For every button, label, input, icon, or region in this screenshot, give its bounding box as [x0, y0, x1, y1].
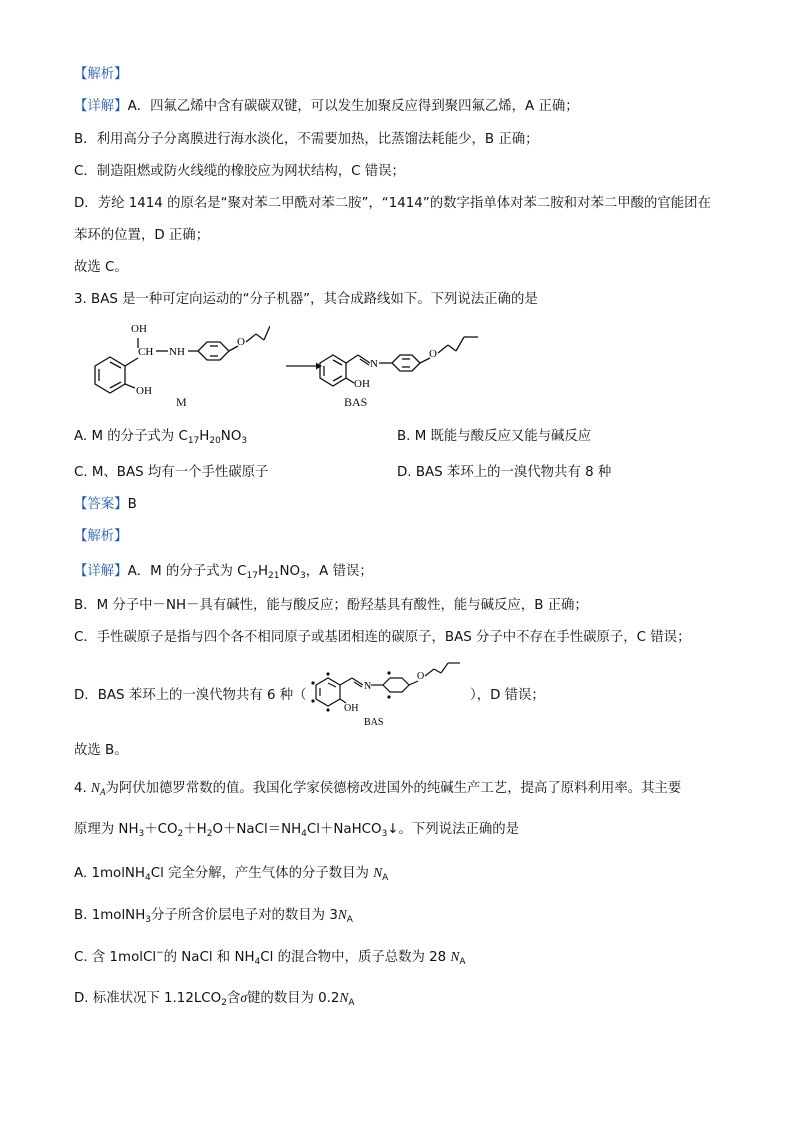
option-a-text: A. M 的分子式为 C	[74, 429, 188, 444]
option-text: Cl 的混合物中，质子总数为 28	[260, 950, 447, 965]
subscript: A	[382, 873, 389, 883]
detail-line	[74, 687, 307, 705]
option-b: B. M 既能与酸反应又能与碱反应	[397, 429, 592, 444]
answer-value: B	[127, 497, 137, 512]
option-c: C. M、BAS 均有一个手性碳原子	[74, 465, 269, 480]
m-ch: CH	[138, 346, 154, 358]
subscript: A	[99, 787, 106, 797]
option-text: 键的数目为 0.2	[246, 991, 340, 1006]
molecule-m-structure	[80, 318, 270, 408]
subscript: 20	[209, 436, 221, 446]
subscript: 3	[138, 829, 145, 839]
m-oh: OH	[136, 385, 152, 397]
detail-text: A．M 的分子式为 C	[127, 564, 247, 579]
option-b	[74, 906, 353, 925]
option-d: D. BAS 苯环上的一溴代物共有 8 种	[397, 465, 612, 480]
m-nh: NH	[169, 346, 185, 358]
subscript: A	[346, 915, 353, 925]
subscript: A	[348, 998, 355, 1008]
avogadro-symbol: N	[450, 949, 460, 964]
m-oh-top: OH	[131, 323, 147, 335]
subscript: 4	[301, 829, 307, 839]
option-text: 含	[226, 991, 241, 1006]
subscript: 17	[246, 571, 258, 581]
bas-o: O	[429, 348, 437, 360]
subscript: 4	[254, 957, 261, 967]
subscript: 2	[206, 829, 213, 839]
detail-line: D．芳纶 1414 的原名是“聚对苯二甲酰对苯二胺”，“1414”的数字指单体对苯二胺和对苯二甲酸的官能团在	[74, 196, 711, 211]
question-stem	[74, 821, 519, 839]
option-a-text: H	[199, 429, 210, 444]
question-text: ＋H	[183, 822, 207, 837]
option-text: 分子所含价层电子对的数目为 3	[151, 908, 338, 923]
bas-oh: OH	[344, 703, 359, 714]
sigma-symbol: σ	[240, 990, 247, 1005]
section-heading-analysis: 【解析】	[74, 529, 128, 544]
bas-o: O	[417, 671, 425, 682]
bas-n: N	[364, 681, 372, 692]
bas-n: N	[370, 358, 378, 370]
option-a-text: NO	[220, 429, 242, 444]
detail-text: A．四氟乙烯中含有碳碳双键，可以发生加聚反应得到聚四氟乙烯，A 正确；	[127, 99, 579, 114]
subscript: 3	[300, 571, 306, 581]
m-o: O	[237, 336, 245, 348]
option-d	[74, 989, 355, 1008]
subscript: 3	[241, 436, 248, 446]
answer-tag: 【答案】	[74, 497, 128, 512]
detail-text: ，A 错误；	[305, 564, 373, 579]
bas-oh: OH	[354, 378, 370, 390]
subscript: 3	[381, 829, 388, 839]
option-text: Cl 完全分解，产生气体的分子数目为	[150, 866, 369, 881]
question-text: ＋CO	[144, 822, 178, 837]
bas-bromination-sites-structure	[308, 661, 466, 729]
molecule-bas-structure	[312, 325, 492, 395]
detail-line	[74, 98, 579, 116]
option-c	[74, 948, 466, 967]
molecule-bas-label: BAS	[344, 395, 368, 409]
subscript: 2	[221, 998, 227, 1008]
question-text: O＋NaCl＝NH	[212, 822, 302, 837]
detail-line: B．利用高分子分离膜进行海水淡化，不需要加热，比蒸馏法耗能少，B 正确；	[74, 132, 539, 147]
answer-line	[74, 496, 137, 514]
subscript: 4	[145, 873, 151, 883]
avogadro-symbol: N	[91, 780, 100, 795]
bas-label: BAS	[364, 717, 384, 728]
option-text: A. 1molNH	[74, 866, 146, 881]
question-text: Cl＋NaHCO	[306, 822, 382, 837]
question-text: 原理为 NH	[74, 822, 139, 837]
detail-text: D．BAS 苯环上的一溴代物共有 6 种（	[74, 688, 307, 703]
detail-line: C．制造阻燃或防火线缆的橡胶应为网状结构，C 错误；	[74, 164, 405, 179]
option-a	[74, 864, 388, 883]
detail-text: H	[257, 564, 269, 579]
detail-line: 苯环的位置，D 正确；	[74, 228, 210, 243]
section-heading-analysis: 【解析】	[74, 67, 128, 82]
option-text: 的 NaCl 和 NH	[163, 950, 255, 965]
option-text: B. 1molNH	[74, 908, 146, 923]
detail-text: ），D 错误；	[470, 688, 545, 703]
question-number: 4.	[74, 781, 87, 796]
option-a	[74, 428, 247, 446]
subscript: 17	[187, 436, 200, 446]
detail-line: C．手性碳原子是指与四个各不相同原子或基团相连的碳原子，BAS 分子中不存在手性碳原子，C 错误；	[74, 630, 691, 645]
answer-conclusion: 故选 B。	[74, 743, 128, 758]
subscript: 21	[268, 571, 280, 581]
avogadro-symbol: N	[337, 907, 347, 922]
answer-conclusion: 故选 C。	[74, 260, 128, 275]
avogadro-symbol: N	[373, 865, 383, 880]
option-text: D. 标准状况下 1.12LCO	[74, 991, 222, 1006]
question-stem: 3. BAS 是一种可定向运动的“分子机器”，其合成路线如下。下列说法正确的是	[74, 292, 538, 307]
detail-line	[74, 563, 373, 581]
question-text: 为阿伏加德罗常数的值。我国化学家侯德榜改进国外的纯碱生产工艺，提高了原料利用率。其主要	[105, 781, 682, 796]
subscript: 2	[177, 829, 184, 839]
question-text: ↓。下列说法正确的是	[387, 822, 520, 837]
question-stem	[74, 779, 681, 798]
detail-text: NO	[279, 564, 301, 579]
subscript: 3	[145, 915, 151, 925]
superscript: −	[156, 948, 164, 958]
detail-tag: 【详解】	[74, 99, 128, 114]
subscript: A	[459, 957, 466, 967]
molecule-m-label: M	[176, 395, 187, 409]
detail-tag: 【详解】	[74, 564, 128, 579]
detail-line: B．M 分子中－NH－具有碱性，能与酸反应；酚羟基具有酸性，能与碱反应，B 正确；	[74, 598, 588, 613]
option-text: C. 含 1molCl	[74, 950, 157, 965]
avogadro-symbol: N	[339, 990, 349, 1005]
